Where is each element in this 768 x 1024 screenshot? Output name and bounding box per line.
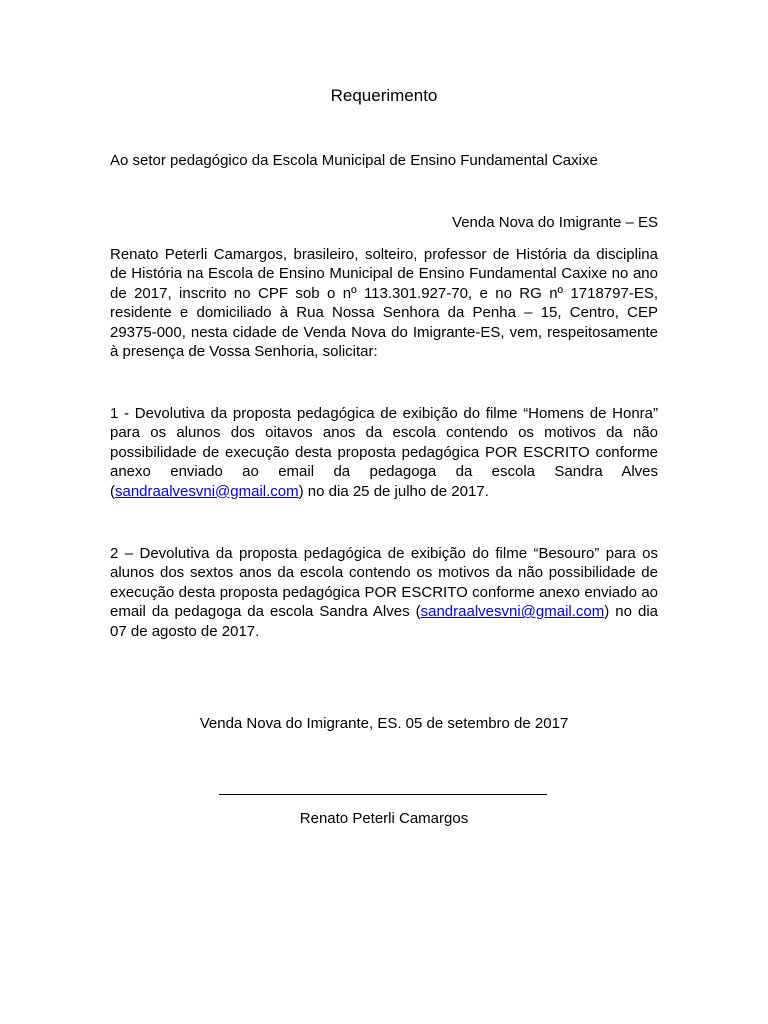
- email-link[interactable]: sandraalvesvni@gmail.com: [420, 603, 605, 621]
- request-item-2-end: ) no dia 07 de agosto de 2017.: [110, 603, 658, 640]
- place-line: Venda Nova do Imigrante – ES: [452, 214, 658, 231]
- date-line: Venda Nova do Imigrante, ES. 05 de setembro de 2017: [199, 715, 569, 732]
- signature-line: [219, 794, 547, 795]
- document-title: Requerimento: [330, 86, 438, 105]
- email-link[interactable]: sandraalvesvni@gmail.com: [115, 482, 299, 500]
- intro-paragraph: Renato Peterli Camargos, brasileiro, solteiro, professor de História da disciplina de História na Escola de Ensino Municipal de Ensino Fundamental Caxixe no ano de 2017, inscrito no CPF sob o nº 113.301.927-70, e no RG nº 1718797-ES, residente e domiciliado à Rua Nossa Senhora da Penha – 15, Centro, CEP 29375-000, nesta cidade de Venda Nova do Imigrante-ES, vem, respeitosamente à presença de Vossa Senhoria, solicitar:: [110, 246, 658, 361]
- request-item-2-text: 2 – Devolutiva da proposta pedagógica de exibição do filme “Besouro” para os alunos dos sextos anos da escola contendo os motivos da não possibilidade de execução desta proposta pedagógica POR ESCRITO conforme anexo enviado ao email da pedagoga da escola Sandra Alves (: [110, 545, 658, 621]
- signer-name: Renato Peterli Camargos: [299, 810, 469, 827]
- addressee-line: Ao setor pedagógico da Escola Municipal de Ensino Fundamental Caxixe: [110, 152, 598, 169]
- request-item-1: [110, 404, 658, 501]
- request-item-2: [110, 544, 658, 641]
- request-item-1-end: ) no dia 25 de julho de 2017.: [298, 482, 489, 500]
- request-item-1-text: 1 - Devolutiva da proposta pedagógica de exibição do filme “Homens de Honra” para os alunos dos oitavos anos da escola contendo os motivos da não possibilidade de execução desta proposta pedagógica POR ESCRITO conforme anexo enviado ao email da pedagoga da escola Sandra Alves (: [110, 405, 658, 500]
